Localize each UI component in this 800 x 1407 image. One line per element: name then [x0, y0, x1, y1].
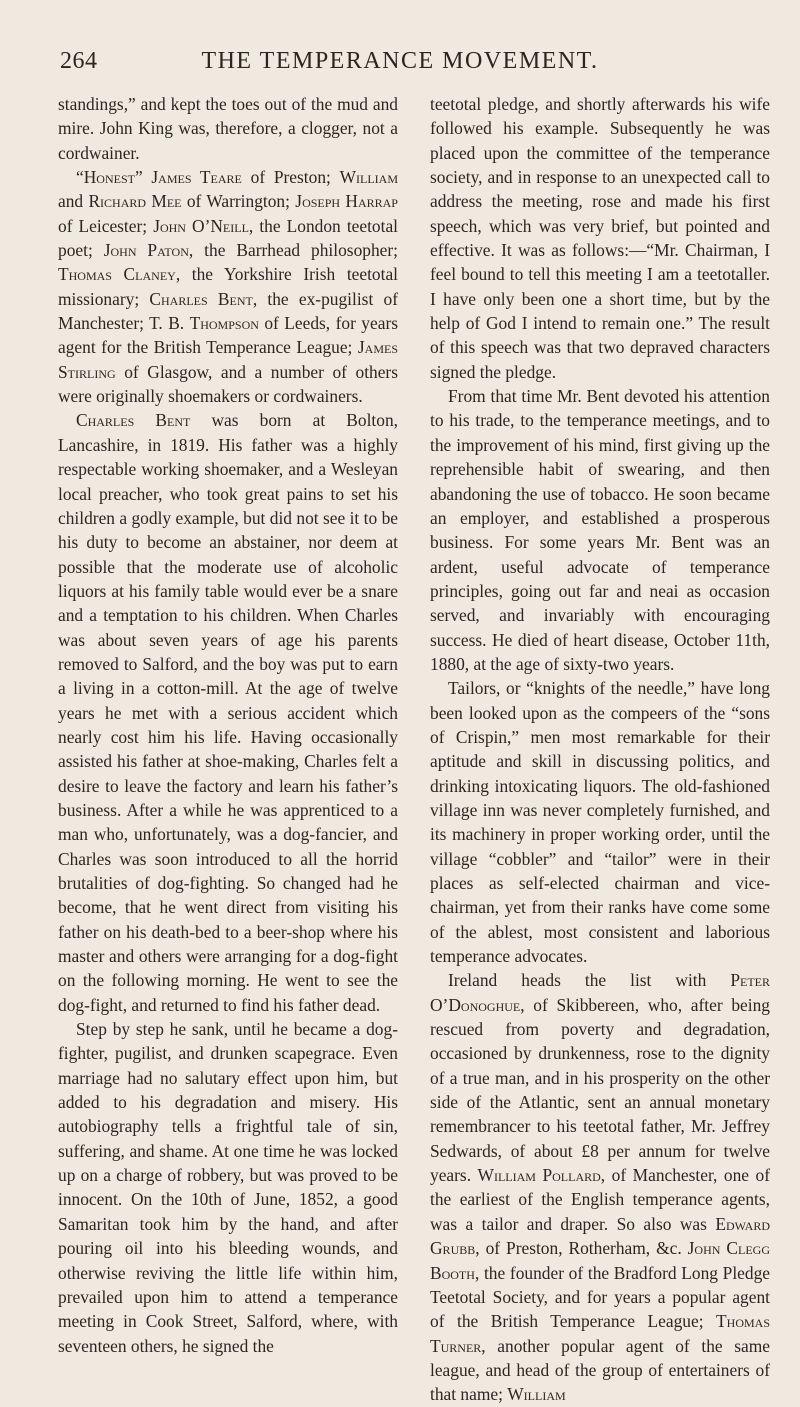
name-joseph-harrap: Joseph Harrap [295, 191, 398, 212]
name-thomas-turner: Thomas Turner [430, 1311, 770, 1356]
name-john-paton: John Paton [103, 240, 189, 261]
text-run: , the founder of the Bradford Long Pledge Teetotal Society, and for years a popular agent of the British Temperance League; [430, 1262, 770, 1332]
text-run: , of Manchester, one of the earliest of the English temperance agents, was a tailor and draper. So also was [430, 1165, 771, 1234]
name-james-teare: “Honest” James Teare [76, 167, 242, 188]
text-run: of Leeds, for years agent for the British Temperance League; [58, 313, 398, 358]
page-header [0, 48, 800, 84]
text-run: of Warrington; [181, 191, 296, 212]
name-charles-bent-heading: Charles Bent [76, 410, 191, 431]
left-column [58, 92, 398, 1358]
text-run: , of Preston, Rotherham, &c. [475, 1238, 688, 1259]
page-number: 264 [60, 48, 98, 74]
name-william-end: William [507, 1384, 566, 1405]
text-run: of Leicester; [58, 215, 154, 236]
text-run: Ireland heads the list with [448, 970, 731, 991]
text-run: of Preston; [241, 167, 340, 188]
text-run: , the ex-pugilist of Manchester; T. B. [58, 288, 398, 334]
text-run: , the Yorkshire Irish teetotal missionary; [58, 264, 399, 309]
name-john-clegg-booth: John Clegg Booth [430, 1238, 770, 1283]
name-thompson: Thompson [189, 313, 259, 334]
name-william: William [339, 167, 398, 188]
name-james-stirling: James Stirling [58, 337, 398, 382]
text-run: and [58, 191, 89, 212]
left-paragraph-3 [58, 408, 398, 1017]
text-run: , of Skibbereen, who, after being rescued from poverty and degradation, occasioned by drunkenness, rose to the dignity of a true man, and in his prosperity on the other side of the Atlantic, sent an annual monetary remembrancer to his teetotal father, Mr. Jeffrey Sedwards, of about £8 per annum for twelve years. [430, 994, 770, 1186]
text-run: , another popular agent of the same league, and head of the group of entertainers of that name; [430, 1335, 770, 1405]
right-paragraph-3: Tailors, or “knights of the needle,” have long been looked upon as the compeers of the “sons of Crispin,” men most remarkable for their aptitude and skill in discussing politics, and drinking intoxicating liquors. The old-fashioned village inn was never completely furnished, and its machinery in proper working order, until the village “cobbler” and “tailor” were in their places as self-elected chairman and vice-chairman, yet from their ranks have come some of the ablest, most consistent and laborious temperance advocates. [430, 678, 770, 967]
right-paragraph-1: teetotal pledge, and shortly afterwards his wife followed his example. Subsequently he was placed upon the committee of the temperance society, and in response to an unexpected call to address the meeting, rose and made his first speech, which was very brief, but pointed and effective. It was as follows:—“Mr. Chairman, I feel bound to tell this meeting I am a teetotaller. I have only been one a short time, but by the help of God I intend to remain one.” The result of this speech was that two depraved characters signed the pledge. [430, 94, 770, 382]
text-run: , the Barrhead philosopher; [188, 240, 398, 261]
left-paragraph-1: standings,” and kept the toes out of the mud and mire. John King was, therefore, a clogger, not a cordwainer. [58, 94, 398, 163]
text-run: was born at Bolton, Lancashire, in 1819. His father was a highly respectable working shoemaker, and a Wesleyan local preacher, who took great pains to set his children a godly example, but did not see it to be his duty to become an abstainer, nor deem at possible that the moderate use of alcoholic liquors at his family table would ever be a snare and a temptation to his children. When Charles was about seven years of age his parents removed to Salford, and the boy was put to earn a living in a cotton-mill. At the age of twelve years he met with a serious accident which nearly cost him his life. Having occasionally assisted his father at shoe-making, Charles felt a desire to leave the factory and learn his father’s business. After a while he was apprenticed to a man who, unfortunately, was a dog-fancier, and Charles was soon introduced to all the horrid brutalities of dog-fighting. So changed had he become, that he went direct from visiting his father on his death-bed to a beer-shop where his master and others were arranging for a dog-fight on the following morning. He went to see the dog-fight, and returned to find his father dead. [58, 410, 399, 1015]
name-william-pollard: William Pollard [477, 1165, 601, 1186]
name-charles-bent: Charles Bent [149, 288, 253, 309]
right-column [430, 92, 770, 1407]
name-thomas-claney: Thomas Claney [58, 264, 176, 285]
name-john-oneill: John O’Neill [153, 215, 249, 236]
left-paragraph-2 [58, 165, 398, 408]
running-title: THE TEMPERANCE MOVEMENT. [201, 48, 599, 74]
left-paragraph-4: Step by step he sank, until he became a dog-fighter, pugilist, and drunken scapegrace. Even marriage had no salutary effect upon him, but added to his degradation and misery. His autobiography tells a frightful tale of sin, suffering, and shame. At one time he was locked up on a charge of robbery, but was proved to be innocent. On the 10th of June, 1852, a good Samaritan took him by the hand, and after pouring oil into his bleeding wounds, and otherwise reviving the little life within him, prevailed upon him to attend a temperance meeting in Cook Street, Salford, where, with seventeen others, he signed the [58, 1019, 398, 1356]
right-paragraph-4 [430, 968, 770, 1406]
name-richard-mee: Richard Mee [88, 191, 182, 212]
name-peter-odonoghue: Peter O’Donoghue [430, 970, 770, 1015]
text-run: of Glasgow, and a number of others were originally shoemakers or cordwainers. [58, 361, 398, 407]
right-paragraph-2: From that time Mr. Bent devoted his attention to his trade, to the temperance meetings, and to the improvement of his mind, first giving up the reprehensible habit of swearing, and then abandoning the use of tobacco. He soon became an employer, and established a prosperous business. For some years Mr. Bent was an ardent, useful advocate of temperance principles, going out far and neai as occasion served, and invariably with encouraging success. He died of heart disease, October 11th, 1880, at the age of sixty-two years. [430, 386, 770, 674]
name-edward-grubb: Edward Grubb [430, 1213, 770, 1259]
text-run: , the London teetotal poet; [58, 215, 399, 261]
